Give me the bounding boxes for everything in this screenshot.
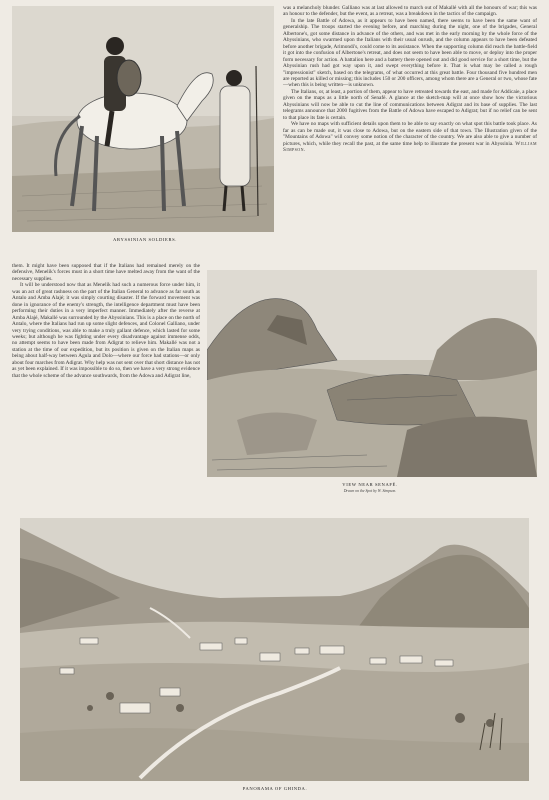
paragraph: We have no maps with sufficient details upon them to be able to say exactly on what spot this battle took place. As far as can be made out, it was close to Adowa, but on the eastern side of that town. The Illustration given of the "Mountains of Adowa" will convey some notion of the character of the country. We are also able to give a number of pictures, which, while they recall the past, at the same time help to illustrate the present war in Abyssinia. William Simpson.	[283, 121, 537, 153]
article-text-left-middle	[12, 263, 200, 495]
author-signature: William Simpson.	[283, 140, 537, 153]
caption-panorama-of-ghinda: PANORAMA OF GHINDA.	[242, 786, 308, 791]
paragraph: was a melancholy blunder. Galliano was at last allowed to march out of Makallé with all the honours of war; this was an honour to the defender, but the event, as a retreat, was a breakdown in the tactics of the campaign.	[283, 5, 537, 18]
illustration-abyssinian-soldiers	[12, 6, 274, 232]
paragraph: In the late Battle of Adowa, as it appears to have been named, there seems to have been the same want of generalship. The troops started the evening before, and marching during the night, one of the brigades, General Albertone's, got some distance in advance of the others, and was met in the early morning by the whole force of the Abyssinians, who swarmed upon the Italians with their usual onrush, and the column appears to have been defeated before another brigade, Arimondi's, could come to its assistance. When the supporting column did reach the battle-field it got into the confusion of Albertone's retreat, and does not seem to have been able to move, or deploy into the proper form necessary for action. A battalion here and a battery there opened out and did good service for a short time, but the Abyssinian rush had got way upon it, and swept everything before it. That is what may be called a rough "impressionist" sketch, based on the telegrams, of what occurred at this great battle. Four thousand five hundred men are reported as killed or missing; this includes 150 or 200 officers, among whom there are a General or two, whose fate—when this is being written—is unknown.	[283, 17, 537, 89]
caption-abyssinian-soldiers: ABYSSINIAN SOLDIERS.	[112, 237, 178, 242]
paragraph: It will be understood now that as Menelik had such a numerous force under him, it was an act of great rashness on the part of the Italian General to advance as far south as Antalo and Amba Alajé; it was simply courting disaster. If the forward movement was done in ignorance of the enemy's strength, the intelligence department must have been performing their duties in a very imperfect manner. Immediately after the reverse at Amba Alajé, Makallé was surrounded by the Abyssinians. This is a place on the north of Antalo, where the Italians had run up some slight defences, and Colonel Galliano, under very trying conditions, was able to make a truly gallant defence, which lasted for some weeks; but although he was fighting under every disadvantage against immense odds, no attempt seems to have been made from Adigrat to relieve him. Makallé was not a station at the time of our expedition, but its position is given on the Italian maps as being about half-way between Agula and Dolo—where our force had stations—or only about four marches from Adigrat. Why help was not sent over that short distance has not as yet been explained. If it was impossible to do so, then we have a very strong evidence that the whole scheme of the advance southwards, from the Adowa and Adigrat line,	[12, 282, 200, 379]
illustration-panorama-of-ghinda	[20, 518, 529, 781]
caption-view-near-senafe: VIEW NEAR SENAFÉ.	[342, 482, 398, 487]
paragraph: The Italians, or, at least, a portion of them, appear to have retreated towards the east, and made for Addicaie, a place given on the maps as a little north of Senafé. A glance at the sketch-map will at once show how the victorious Abyssinians will now be able to cut the line of communications between Adigrat and its base of supplies. The last telegrams announce that 2000 fugitives from the Battle of Adowa have escaped to Adigrat; but if no relief can be sent to that place its fate is certain.	[283, 88, 537, 121]
article-text-right-top	[283, 5, 537, 238]
paragraph: them. It might have been supposed that if the Italians had remained merely on the defensive, Menelik's forces must in a short time have melted away from the want of the necessary supplies.	[12, 263, 200, 282]
caption-artist-credit: Drawn on the Spot by W. Simpson.	[343, 489, 397, 493]
illustration-view-near-senafe	[207, 270, 537, 477]
